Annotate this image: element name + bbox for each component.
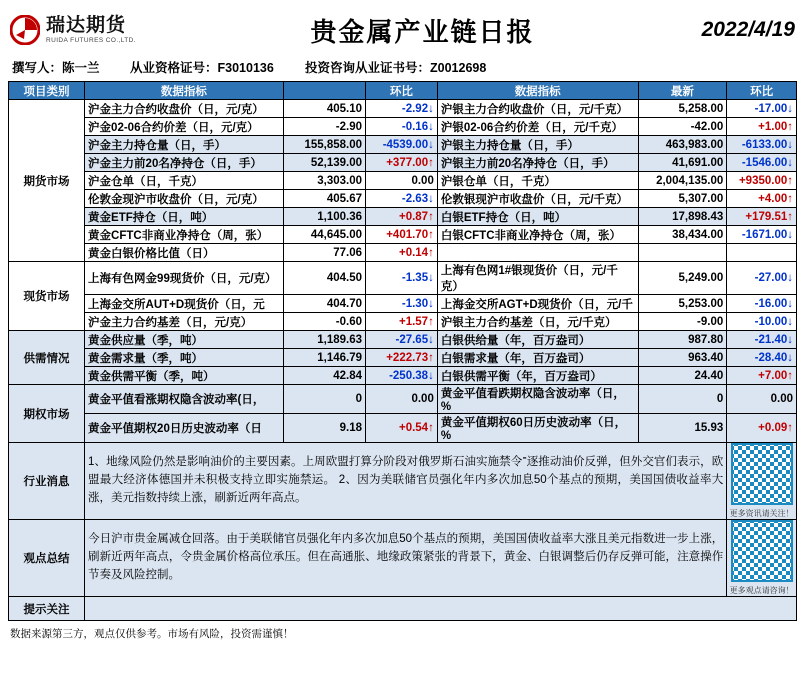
indicator-change: +1.57↑: [366, 313, 438, 331]
indicator-label: 沪金主力前20名净持仓（日，手）: [85, 154, 284, 172]
table-row: [9, 208, 797, 226]
byline-author: 撰写人：陈一兰: [12, 61, 100, 75]
table-header-row: [9, 82, 797, 100]
indicator-label: 沪银主力合约收盘价（日，元/千克）: [437, 100, 638, 118]
indicator-label: 沪银主力前20名净持仓（日，手）: [437, 154, 638, 172]
indicator-label: 黄金平值期权60日历史波动率（日，%: [437, 414, 638, 443]
indicator-label: 沪金主力持仓量（日，手）: [85, 136, 284, 154]
indicator-change: +1.00↑: [727, 118, 797, 136]
table-row: [9, 331, 797, 349]
indicator-label: 白银ETF持仓（日，吨）: [437, 208, 638, 226]
company-logo: [10, 15, 200, 45]
indicator-label: 上海金交所AGT+D现货价（日，元/千: [437, 295, 638, 313]
indicator-change: -1.30↓: [366, 295, 438, 313]
indicator-label: 黄金白银价格比值（日）: [85, 244, 284, 262]
category-supply-demand: 供需情况: [9, 331, 85, 385]
indicator-value: 42.84: [283, 367, 365, 385]
indicator-change: -1546.00↓: [727, 154, 797, 172]
indicator-change: -10.00↓: [727, 313, 797, 331]
byline-consulting: 投资咨询从业证书号：Z0012698: [305, 61, 487, 75]
indicator-value: -42.00: [638, 118, 727, 136]
indicator-label: 上海有色网1#银现货价（日，元/千克）: [437, 262, 638, 295]
indicator-label: 沪银主力持仓量（日，手）: [437, 136, 638, 154]
indicator-label: 白银供给量（年，百万盎司）: [437, 331, 638, 349]
category-tip: 提示关注: [9, 597, 85, 621]
indicator-value: 1,146.79: [283, 349, 365, 367]
report-date: 2022/4/19: [701, 18, 795, 41]
indicator-value: 404.70: [283, 295, 365, 313]
page-header: [0, 0, 805, 56]
indicator-value: 405.10: [283, 100, 365, 118]
indicator-value: 77.06: [283, 244, 365, 262]
indicator-label: 沪金主力合约基差（日，元/克）: [85, 313, 284, 331]
indicator-change: +401.70↑: [366, 226, 438, 244]
indicator-label: 上海金交所AUT+D现货价（日，元: [85, 295, 284, 313]
table-row: [9, 190, 797, 208]
indicator-change: +4.00↑: [727, 190, 797, 208]
indicator-value: -0.60: [283, 313, 365, 331]
indicator-change: -250.38↓: [366, 367, 438, 385]
indicator-change: -17.00↓: [727, 100, 797, 118]
indicator-change: +0.54↑: [366, 414, 438, 443]
indicator-change: 0.00: [366, 385, 438, 414]
indicator-label: 黄金平值期权20日历史波动率（日: [85, 414, 284, 443]
col-change-right: 环比: [727, 82, 797, 100]
indicator-value: 1,189.63: [283, 331, 365, 349]
indicator-change: -0.16↓: [366, 118, 438, 136]
category-options: 期权市场: [9, 385, 85, 443]
col-indicator-left: 数据指标: [85, 82, 284, 100]
indicator-label: 黄金平值看跌期权隐含波动率（日，%: [437, 385, 638, 414]
indicator-change: -2.63↓: [366, 190, 438, 208]
tip-row: [9, 597, 797, 621]
indicator-value: 0: [638, 385, 727, 414]
indicator-label: 伦敦银现沪市收盘价（日，元/千克）: [437, 190, 638, 208]
table-row: [9, 172, 797, 190]
qr-code-icon[interactable]: [731, 443, 793, 505]
news-qr-cell: [727, 443, 797, 520]
summary-row: [9, 520, 797, 597]
table-row: [9, 154, 797, 172]
tip-text: [85, 597, 797, 621]
table-row: [9, 100, 797, 118]
indicator-value: 404.50: [283, 262, 365, 295]
table-row: [9, 295, 797, 313]
indicator-label: 白银需求量（年，百万盎司）: [437, 349, 638, 367]
indicator-label: 黄金平值看涨期权隐含波动率(日，: [85, 385, 284, 414]
table-row: [9, 244, 797, 262]
table-row: [9, 226, 797, 244]
indicator-label: 上海有色网金99现货价（日，元/克）: [85, 262, 284, 295]
indicator-value: 5,258.00: [638, 100, 727, 118]
indicator-change: -27.65↓: [366, 331, 438, 349]
news-qr-caption: 更多资讯请关注！: [729, 509, 794, 518]
indicator-label: 黄金CFTC非商业净持仓（周，张）: [85, 226, 284, 244]
table-row: [9, 118, 797, 136]
indicator-value: 3,303.00: [283, 172, 365, 190]
col-category: 项目类别: [9, 82, 85, 100]
indicator-label: 沪金主力合约收盘价（日，元/克）: [85, 100, 284, 118]
indicator-label: 黄金需求量（季，吨）: [85, 349, 284, 367]
data-table: [8, 81, 797, 621]
indicator-label: 沪金02-06合约价差（日，元/克）: [85, 118, 284, 136]
indicator-label: 沪银02-06合约价差（日，元/千克）: [437, 118, 638, 136]
indicator-value: 41,691.00: [638, 154, 727, 172]
indicator-value: 15.93: [638, 414, 727, 443]
indicator-label: 沪银仓单（日，千克）: [437, 172, 638, 190]
table-row: [9, 262, 797, 295]
indicator-change: -1.35↓: [366, 262, 438, 295]
page-title: 贵金属产业链日报: [310, 16, 535, 47]
logo-text-en: RUIDA FUTURES CO.,LTD.: [46, 36, 136, 44]
disclaimer-footer: 数据来源第三方，观点仅供参考。市场有风险，投资需谨慎！: [10, 628, 294, 640]
category-futures: 期货市场: [9, 100, 85, 262]
indicator-change: -4539.00↓: [366, 136, 438, 154]
indicator-value: 987.80: [638, 331, 727, 349]
indicator-change: -28.40↓: [727, 349, 797, 367]
table-row: [9, 313, 797, 331]
indicator-change: 0.00: [727, 385, 797, 414]
indicator-label: 黄金供应量（季，吨）: [85, 331, 284, 349]
summary-qr-caption: 更多观点请咨询！: [729, 586, 794, 595]
indicator-value: 155,858.00: [283, 136, 365, 154]
table-row: [9, 349, 797, 367]
news-text: 1、地缘风险仍然是影响油价的主要因素。上周欧盟打算分阶段对俄罗斯石油实施禁令־逐推动油价反弹，但外交官们表示，欧盟最大经济体德国并未积极支持立即实施禁运。 2、因为美联储官员强化年内多次加息50个基点的预期，美国国债收益率大涨，美元指数持续上涨，刷新近两年高点。: [85, 443, 727, 520]
indicator-value: 5,307.00: [638, 190, 727, 208]
indicator-change: 0.00: [366, 172, 438, 190]
indicator-change: -27.00↓: [727, 262, 797, 295]
indicator-value: 405.67: [283, 190, 365, 208]
indicator-value: 52,139.00: [283, 154, 365, 172]
summary-text: 今日沪市贵金属减仓回落。由于美联储官员强化年内多次加息50个基点的预期，美国国债收益率大涨且美元指数进一步上涨，刷新近两年高点，令贵金属价格高位承压。但在高通胀、地缘政策紧张的背景下，黄金、白银调整后仍存反弹可能，注意操作节奏及风险控制。: [85, 520, 727, 597]
indicator-change: +377.00↑: [366, 154, 438, 172]
col-value-left: [283, 82, 365, 100]
indicator-change: +0.09↑: [727, 414, 797, 443]
category-news: 行业消息: [9, 443, 85, 520]
byline-qualification: 从业资格证号：F3010136: [130, 61, 274, 75]
indicator-value: 24.40: [638, 367, 727, 385]
summary-qr-cell: [727, 520, 797, 597]
indicator-value: 38,434.00: [638, 226, 727, 244]
indicator-label: 黄金ETF持仓（日，吨）: [85, 208, 284, 226]
qr-code-icon[interactable]: [731, 520, 793, 582]
news-row: [9, 443, 797, 520]
indicator-label: 白银CFTC非商业净持仓（周，张）: [437, 226, 638, 244]
indicator-label: 白银供需平衡（年，百万盎司）: [437, 367, 638, 385]
table-row: [9, 367, 797, 385]
indicator-change: +0.14↑: [366, 244, 438, 262]
indicator-value: 9.18: [283, 414, 365, 443]
indicator-value: 2,004,135.00: [638, 172, 727, 190]
indicator-value: 17,898.43: [638, 208, 727, 226]
indicator-value: 5,249.00: [638, 262, 727, 295]
indicator-label: 沪银主力合约基差（日，元/千克）: [437, 313, 638, 331]
indicator-label: 沪金仓单（日，千克）: [85, 172, 284, 190]
indicator-value: -9.00: [638, 313, 727, 331]
category-summary: 观点总结: [9, 520, 85, 597]
indicator-value: [638, 244, 727, 262]
indicator-change: -16.00↓: [727, 295, 797, 313]
indicator-change: +0.87↑: [366, 208, 438, 226]
indicator-label: 黄金供需平衡（季，吨）: [85, 367, 284, 385]
indicator-value: 963.40: [638, 349, 727, 367]
table-row: [9, 385, 797, 414]
indicator-value: 463,983.00: [638, 136, 727, 154]
indicator-change: -21.40↓: [727, 331, 797, 349]
col-value-right: 最新: [638, 82, 727, 100]
indicator-value: 44,645.00: [283, 226, 365, 244]
indicator-change: +7.00↑: [727, 367, 797, 385]
category-spot: 现货市场: [9, 262, 85, 331]
table-row: [9, 414, 797, 443]
indicator-change: -6133.00↓: [727, 136, 797, 154]
indicator-change: -2.92↓: [366, 100, 438, 118]
indicator-value: -2.90: [283, 118, 365, 136]
indicator-value: 5,253.00: [638, 295, 727, 313]
indicator-change: +9350.00↑: [727, 172, 797, 190]
indicator-label: [437, 244, 638, 262]
ruida-logo-icon: [10, 15, 40, 45]
indicator-label: 伦敦金现沪市收盘价（日，元/克）: [85, 190, 284, 208]
indicator-value: 0: [283, 385, 365, 414]
byline: [0, 56, 805, 81]
indicator-change: [727, 244, 797, 262]
indicator-change: +179.51↑: [727, 208, 797, 226]
table-body: [9, 100, 797, 621]
col-indicator-right: 数据指标: [437, 82, 638, 100]
col-change-left: 环比: [366, 82, 438, 100]
indicator-change: +222.73↑: [366, 349, 438, 367]
table-row: [9, 136, 797, 154]
indicator-value: 1,100.36: [283, 208, 365, 226]
logo-text-cn: 瑞达期货: [46, 14, 127, 36]
indicator-change: -1671.00↓: [727, 226, 797, 244]
